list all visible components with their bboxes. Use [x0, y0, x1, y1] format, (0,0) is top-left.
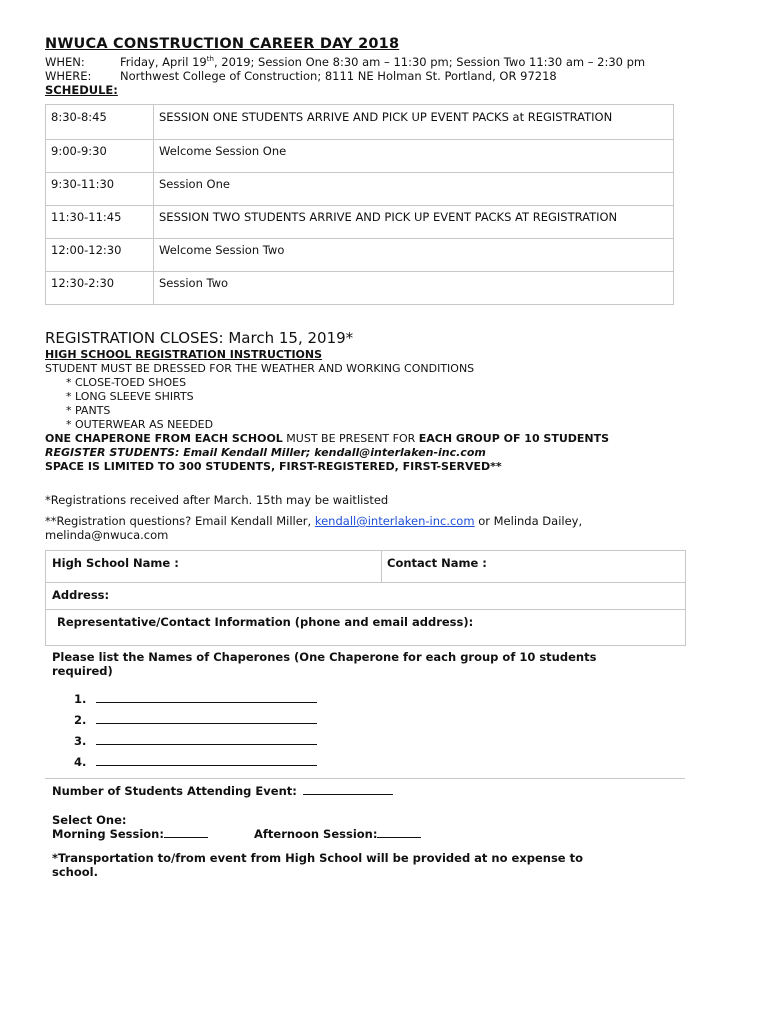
contact-name-field[interactable]: Contact Name : [387, 556, 487, 570]
when-label: WHEN: [45, 55, 85, 69]
form-divider [45, 778, 685, 779]
schedule-table [45, 104, 674, 305]
address-field[interactable]: Address: [52, 588, 110, 602]
schedule-desc: SESSION ONE STUDENTS ARRIVE AND PICK UP EVENT PACKS at REGISTRATION [154, 105, 674, 140]
schedule-desc: SESSION TWO STUDENTS ARRIVE AND PICK UP EVENT PACKS AT REGISTRATION [154, 206, 674, 239]
select-one-label: Select One: [52, 813, 127, 827]
chaperone-requirement: ONE CHAPERONE FROM EACH SCHOOL MUST BE PRESENT FOR EACH GROUP OF 10 STUDENTS [45, 432, 610, 445]
transportation-note: *Transportation to/from event from High School will be provided at no expense to [52, 851, 584, 865]
space-limited: SPACE IS LIMITED TO 300 STUDENTS, FIRST-REGISTERED, FIRST-SERVED** [45, 460, 502, 473]
schedule-label: SCHEDULE: [45, 83, 118, 97]
chaperone-line-1[interactable]: 1. [74, 692, 317, 706]
register-students: REGISTER STUDENTS: Email Kendall Miller; kendall@interlaken-inc.com [45, 446, 486, 459]
chaperone-line-4[interactable]: 4. [74, 755, 317, 769]
chaperones-label: Please list the Names of Chaperones (One Chaperone for each group of 10 students [52, 650, 597, 664]
list-item: * LONG SLEEVE SHIRTS [66, 390, 194, 403]
schedule-desc: Session Two [154, 272, 674, 305]
where-value: Northwest College of Construction; 8111 NE Holman St. Portland, OR 97218 [120, 69, 557, 83]
page-title: NWUCA CONSTRUCTION CAREER DAY 2018 [45, 36, 400, 52]
when-value: Friday, April 19th, 2019; Session One 8:30 am – 11:30 pm; Session Two 11:30 am – 2:30 pm [120, 55, 646, 69]
where-label: WHERE: [45, 69, 92, 83]
list-item: * OUTERWEAR AS NEEDED [66, 418, 214, 431]
list-item: * CLOSE-TOED SHOES [66, 376, 187, 389]
chaperones-label-line2: required) [52, 664, 113, 678]
form-column-divider [381, 550, 382, 582]
high-school-name-field[interactable]: High School Name : [52, 556, 179, 570]
schedule-time: 9:00-9:30 [46, 140, 154, 173]
schedule-time: 12:30-2:30 [46, 272, 154, 305]
afternoon-session-option[interactable]: Afternoon Session: [254, 827, 421, 841]
schedule-desc: Welcome Session One [154, 140, 674, 173]
list-item: * PANTS [66, 404, 111, 417]
morning-session-option[interactable]: Morning Session: [52, 827, 208, 841]
table-row [46, 239, 674, 272]
email-link[interactable]: kendall@interlaken-inc.com [314, 514, 475, 528]
dress-requirement: STUDENT MUST BE DRESSED FOR THE WEATHER AND WORKING CONDITIONS [45, 362, 475, 375]
schedule-time: 9:30-11:30 [46, 173, 154, 206]
waitlist-note: *Registrations received after March. 15th may be waitlisted [45, 493, 389, 507]
transportation-note-line2: school. [52, 865, 98, 879]
questions-note: **Registration questions? Email Kendall Miller, kendall@interlaken-inc.com or Melinda Dailey, [45, 514, 583, 528]
table-row [46, 173, 674, 206]
representative-field[interactable]: Representative/Contact Information (phone and email address): [57, 615, 474, 629]
table-row [46, 140, 674, 173]
instructions-heading: HIGH SCHOOL REGISTRATION INSTRUCTIONS [45, 348, 323, 361]
schedule-time: 11:30-11:45 [46, 206, 154, 239]
schedule-time: 12:00-12:30 [46, 239, 154, 272]
chaperone-line-2[interactable]: 2. [74, 713, 317, 727]
form-divider [45, 609, 685, 610]
schedule-time: 8:30-8:45 [46, 105, 154, 140]
schedule-desc: Session One [154, 173, 674, 206]
table-row [46, 272, 674, 305]
form-divider [45, 582, 685, 583]
table-row [46, 105, 674, 140]
chaperone-line-3[interactable]: 3. [74, 734, 317, 748]
questions-note-line2: melinda@nwuca.com [45, 528, 169, 542]
schedule-desc: Welcome Session Two [154, 239, 674, 272]
table-row [46, 206, 674, 239]
registration-closes: REGISTRATION CLOSES: March 15, 2019* [45, 329, 354, 347]
students-count-field[interactable]: Number of Students Attending Event: [52, 784, 393, 798]
